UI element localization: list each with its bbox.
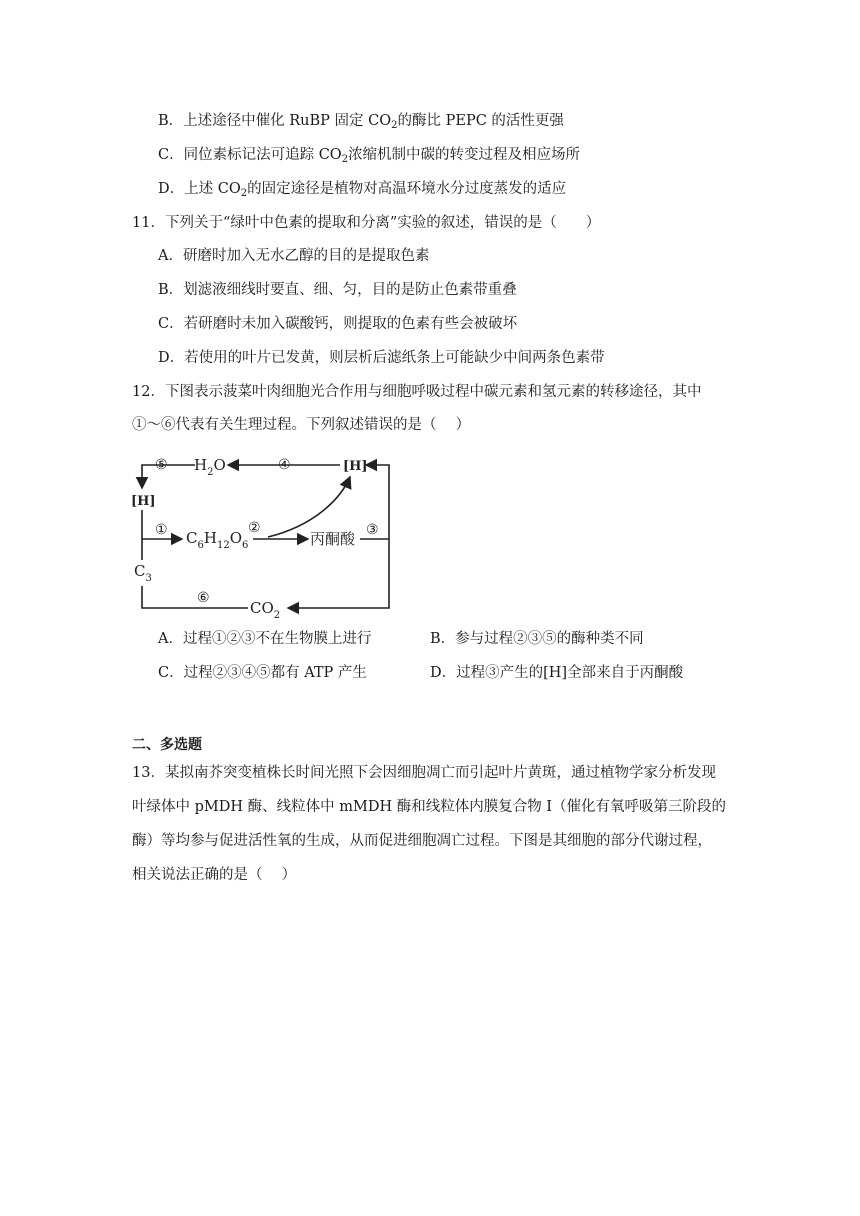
q11-option-b: B．划滤液细线时要直、细、匀，目的是防止色素带重叠	[158, 282, 517, 298]
q12-option-b: B．参与过程②③⑤的酶种类不同	[430, 631, 644, 647]
label-h-left: [H]	[131, 494, 156, 509]
q10-option-d: D．上述 $CO_2$的固定途径是植物对高温环境水分过度蒸发的适应	[158, 181, 567, 199]
label-step4: ④	[278, 457, 291, 473]
arrow-to-co2	[288, 539, 389, 608]
q10-option-b: B．上述途径中催化 RuBP 固定 $CO_2$的酶比 PEPC 的活性更强	[158, 113, 564, 131]
section-title-multiple-choice: 二、多选题	[132, 737, 202, 753]
label-h2o: $H_2O$	[194, 456, 226, 478]
carbon-hydrogen-pathway-diagram	[128, 448, 408, 618]
label-h-right: [H]	[343, 459, 368, 474]
label-pyruvate: 丙酮酸	[310, 530, 356, 548]
q12-option-d: D．过程③产生的[H]全部来自于丙酮酸	[430, 665, 684, 681]
label-c3: $C_3$	[134, 562, 152, 584]
q11-stem: 11．下列关于“绿叶中色素的提取和分离”实验的叙述，错误的是（ ）	[132, 215, 601, 231]
line-process-6	[142, 586, 248, 608]
q12-stem-line1: 12．下图表示菠菜叶肉细胞光合作用与细胞呼吸过程中碳元素和氢元素的转移途径，其中	[132, 384, 702, 400]
label-step5: ⑤	[155, 457, 168, 473]
q13-stem-line4: 相关说法正确的是（ ）	[132, 867, 297, 883]
q13-stem-line1: 13．某拟南芥突变植株长时间光照下会因细胞凋亡而引起叶片黄斑，通过植物学家分析发现	[132, 765, 716, 781]
q10-option-c: C．同位素标记法可追踪 $CO_2$浓缩机制中碳的转变过程及相应场所	[158, 147, 581, 165]
label-step3: ③	[366, 522, 379, 538]
q12-option-c: C．过程②③④⑤都有 ATP 产生	[158, 665, 367, 681]
label-glucose: $C_6H_{12}O_6$	[186, 529, 249, 551]
arrow-process-2-to-h	[268, 477, 350, 537]
q12-stem-line2: ①～⑥代表有关生理过程。下列叙述错误的是（ ）	[132, 417, 471, 433]
label-step2: ②	[248, 520, 261, 536]
q13-stem-line3: 酶）等均参与促进活性氧的生成，从而促进细胞凋亡过程。下图是其细胞的部分代谢过程，	[132, 833, 712, 849]
q11-option-c: C．若研磨时未加入碳酸钙，则提取的色素有些会被破坏	[158, 316, 518, 332]
q11-option-d: D．若使用的叶片已发黄，则层析后滤纸条上可能缺少中间两条色素带	[158, 350, 605, 366]
q11-option-a: A．研磨时加入无水乙醇的目的是提取色素	[158, 248, 430, 264]
q13-stem-line2: 叶绿体中 pMDH 酶、线粒体中 mMDH 酶和线粒体内膜复合物 I（催化有氧呼吸第三阶段的	[132, 799, 727, 815]
label-co2: $CO_2$	[250, 599, 281, 618]
label-step6: ⑥	[197, 590, 210, 606]
arrow-process-5	[142, 465, 195, 488]
label-step1: ①	[155, 522, 168, 538]
q12-option-a: A．过程①②③不在生物膜上进行	[158, 631, 372, 647]
